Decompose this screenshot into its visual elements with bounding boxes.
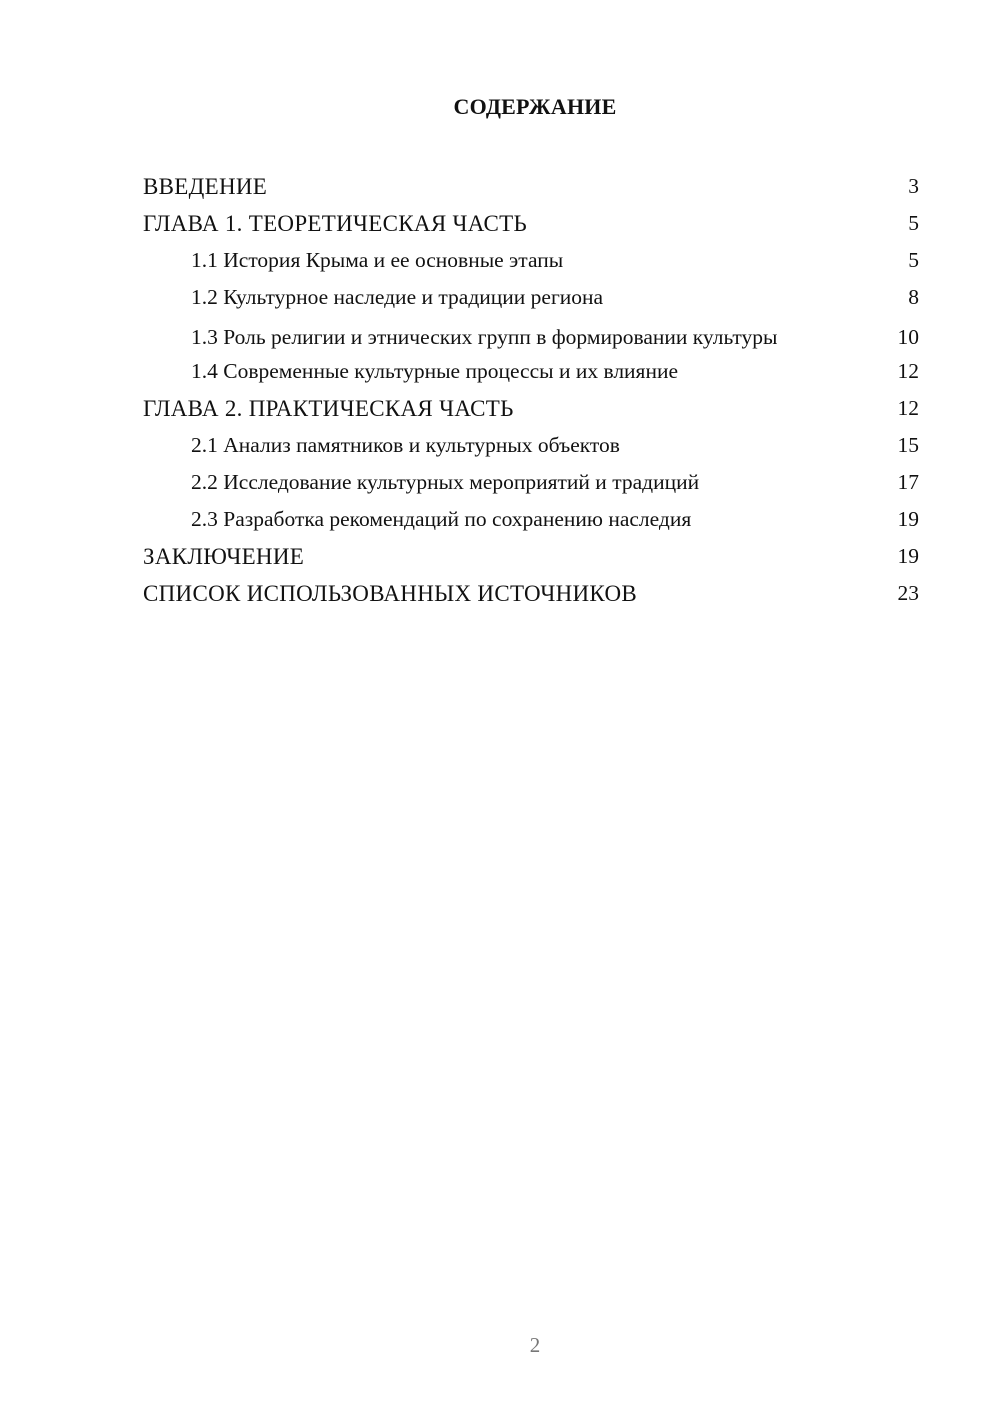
toc-entry-section-2-1 (143, 427, 919, 464)
toc-entry-label: 2.3 Разработка рекомендаций по сохранению наследия (191, 507, 692, 531)
toc-entry-page: 17 (897, 470, 919, 494)
toc-entry-page: 5 (908, 248, 919, 272)
toc-entry-section-1-3 (143, 316, 919, 353)
toc-entry-label: 2.1 Анализ памятников и культурных объектов (191, 433, 620, 457)
toc-entry-label: ГЛАВА 1. ТЕОРЕТИЧЕСКАЯ ЧАСТЬ (143, 211, 528, 236)
toc-entry-label: ВВЕДЕНИЕ (143, 174, 268, 199)
toc-entry-page: 8 (908, 285, 919, 309)
toc-entry-page: 12 (897, 396, 919, 420)
page-number: 2 (529, 1333, 541, 1357)
toc-entry-page: 12 (897, 359, 919, 383)
toc-entry-page: 19 (897, 544, 919, 568)
toc-entry-page: 3 (908, 174, 919, 198)
toc-entry-section-1-4 (143, 353, 919, 390)
toc-entry-introduction (143, 168, 919, 205)
toc-entry-label: 2.2 Исследование культурных мероприятий и традиций (191, 470, 700, 494)
page-title: СОДЕРЖАНИЕ (453, 94, 617, 119)
toc-entry-page: 5 (908, 211, 919, 235)
toc-entry-section-2-2 (143, 464, 919, 501)
toc-entry-label: СПИСОК ИСПОЛЬЗОВАННЫХ ИСТОЧНИКОВ (143, 581, 638, 606)
toc-entry-label: 1.2 Культурное наследие и традиции региона (191, 285, 604, 309)
toc-entry-label: 1.1 История Крыма и ее основные этапы (191, 248, 564, 272)
toc-entry-chapter-1 (143, 205, 919, 242)
toc-entry-page: 19 (897, 507, 919, 531)
table-of-contents (143, 168, 919, 612)
toc-entry-chapter-2 (143, 390, 919, 427)
toc-entry-conclusion (143, 538, 919, 575)
toc-entry-label: ЗАКЛЮЧЕНИЕ (143, 544, 305, 569)
toc-entry-page: 10 (897, 325, 919, 349)
toc-entry-label: ГЛАВА 2. ПРАКТИЧЕСКАЯ ЧАСТЬ (143, 396, 514, 421)
toc-entry-section-1-1 (143, 242, 919, 279)
toc-entry-page: 15 (897, 433, 919, 457)
toc-entry-section-1-2 (143, 279, 919, 316)
toc-entry-references (143, 575, 919, 612)
toc-entry-label: 1.4 Современные культурные процессы и их влияние (191, 359, 679, 383)
toc-entry-section-2-3 (143, 501, 919, 538)
toc-entry-label: 1.3 Роль религии и этнических групп в формировании культуры (191, 325, 778, 349)
toc-entry-page: 23 (897, 581, 919, 605)
